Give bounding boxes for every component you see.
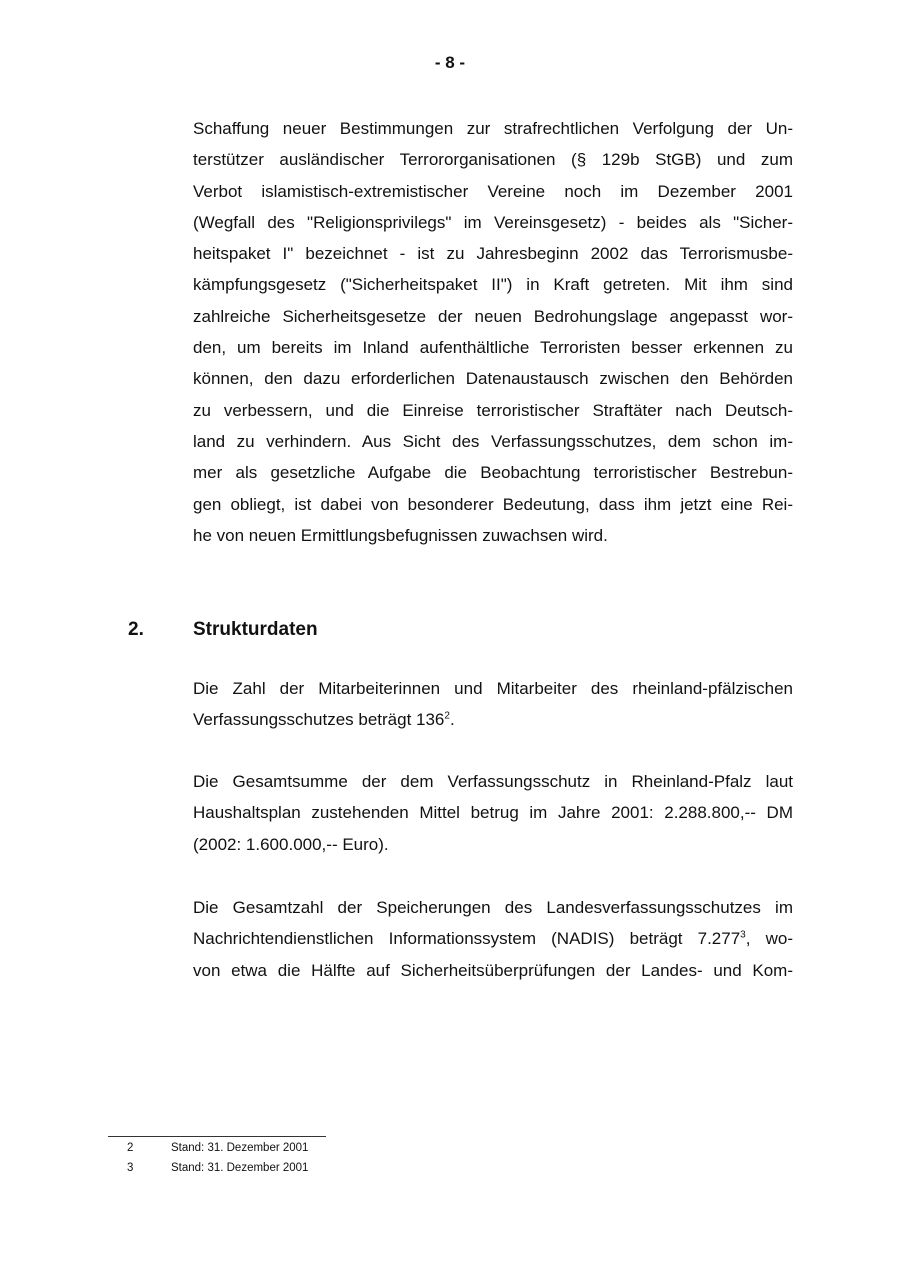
text-line: Schaffung neuer Bestimmungen zur strafrechtlichen Verfolgung der Un- <box>193 119 793 138</box>
text-line: Die Gesamtsumme der dem Verfassungsschutz in Rheinland-Pfalz laut <box>193 772 793 791</box>
staff-count-text: Verfassungsschutzes beträgt 136 <box>193 710 445 730</box>
text-line: heitspaket I" bezeichnet - ist zu Jahresbeginn 2002 das Terrorismusbe- <box>193 244 793 264</box>
nadis-paragraph <box>193 892 793 986</box>
text-line: gen obliegt, ist dabei von besonderer Bedeutung, dass ihm jetzt eine Rei- <box>193 494 793 514</box>
footnote-ref-2[interactable]: 2 <box>444 710 450 722</box>
text-line: Die Zahl der Mitarbeiterinnen und Mitarbeiter des rheinland-pfälzischen <box>193 679 793 698</box>
text-line: land zu verhindern. Aus Sicht des Verfassungsschutzes, dem schon im- <box>193 431 793 451</box>
text-line: Die Gesamtzahl der Speicherungen des Landesverfassungsschutzes im <box>193 898 793 917</box>
text-line: von etwa die Hälfte auf Sicherheitsüberprüfungen der Landes- und Kom- <box>193 960 793 980</box>
text-line: terstützer ausländischer Terrororganisationen (§ 129b StGB) und zum <box>193 150 793 170</box>
text-line: he von neuen Ermittlungsbefugnissen zuwachsen wird. <box>193 525 608 545</box>
section-heading: Strukturdaten <box>193 619 318 640</box>
text-line <box>193 923 793 954</box>
footnote-text: Stand: 31. Dezember 2001 <box>171 1162 309 1174</box>
footnote-number: 3 <box>127 1162 134 1174</box>
text-line: kämpfungsgesetz ("Sicherheitspaket II") in Kraft getreten. Mit ihm sind <box>193 275 793 295</box>
footnote-divider <box>108 1136 326 1137</box>
text-line: den, um bereits im Inland aufenthältliche Terroristen besser erkennen zu <box>193 338 793 358</box>
page-number: - 8 - <box>434 53 466 72</box>
intro-paragraph <box>193 113 793 551</box>
staff-paragraph <box>193 673 793 736</box>
sentence-end: . <box>449 710 455 730</box>
text-line: zahlreiche Sicherheitsgesetze der neuen Bedrohungslage angepasst wor- <box>193 306 793 326</box>
text-line <box>193 704 793 735</box>
text-line: Verbot islamistisch-extremistischer Vereine noch im Dezember 2001 <box>193 181 793 201</box>
text-line: (2002: 1.600.000,-- Euro). <box>193 834 389 854</box>
nadis-count-text: Nachrichtendienstlichen Informationssystem (NADIS) beträgt 7.277 <box>193 929 741 949</box>
footnote-ref-3[interactable]: 3 <box>740 929 746 941</box>
section-number: 2. <box>128 619 144 640</box>
budget-paragraph <box>193 766 793 860</box>
text-line: mer als gesetzliche Aufgabe die Beobachtung terroristischer Bestrebun- <box>193 463 793 483</box>
text-line: können, den dazu erforderlichen Datenaustausch zwischen den Behörden <box>193 369 793 389</box>
text-line: zu verbessern, und die Einreise terroristischer Straftäter nach Deutsch- <box>193 400 793 420</box>
footnote-text: Stand: 31. Dezember 2001 <box>171 1142 309 1154</box>
text-line: (Wegfall des "Religionsprivilegs" im Vereinsgesetz) - beides als "Sicher- <box>193 212 793 232</box>
line-end: , wo- <box>745 929 793 949</box>
footnote-number: 2 <box>127 1142 134 1154</box>
text-line: Haushaltsplan zustehenden Mittel betrug im Jahre 2001: 2.288.800,-- DM <box>193 803 793 823</box>
